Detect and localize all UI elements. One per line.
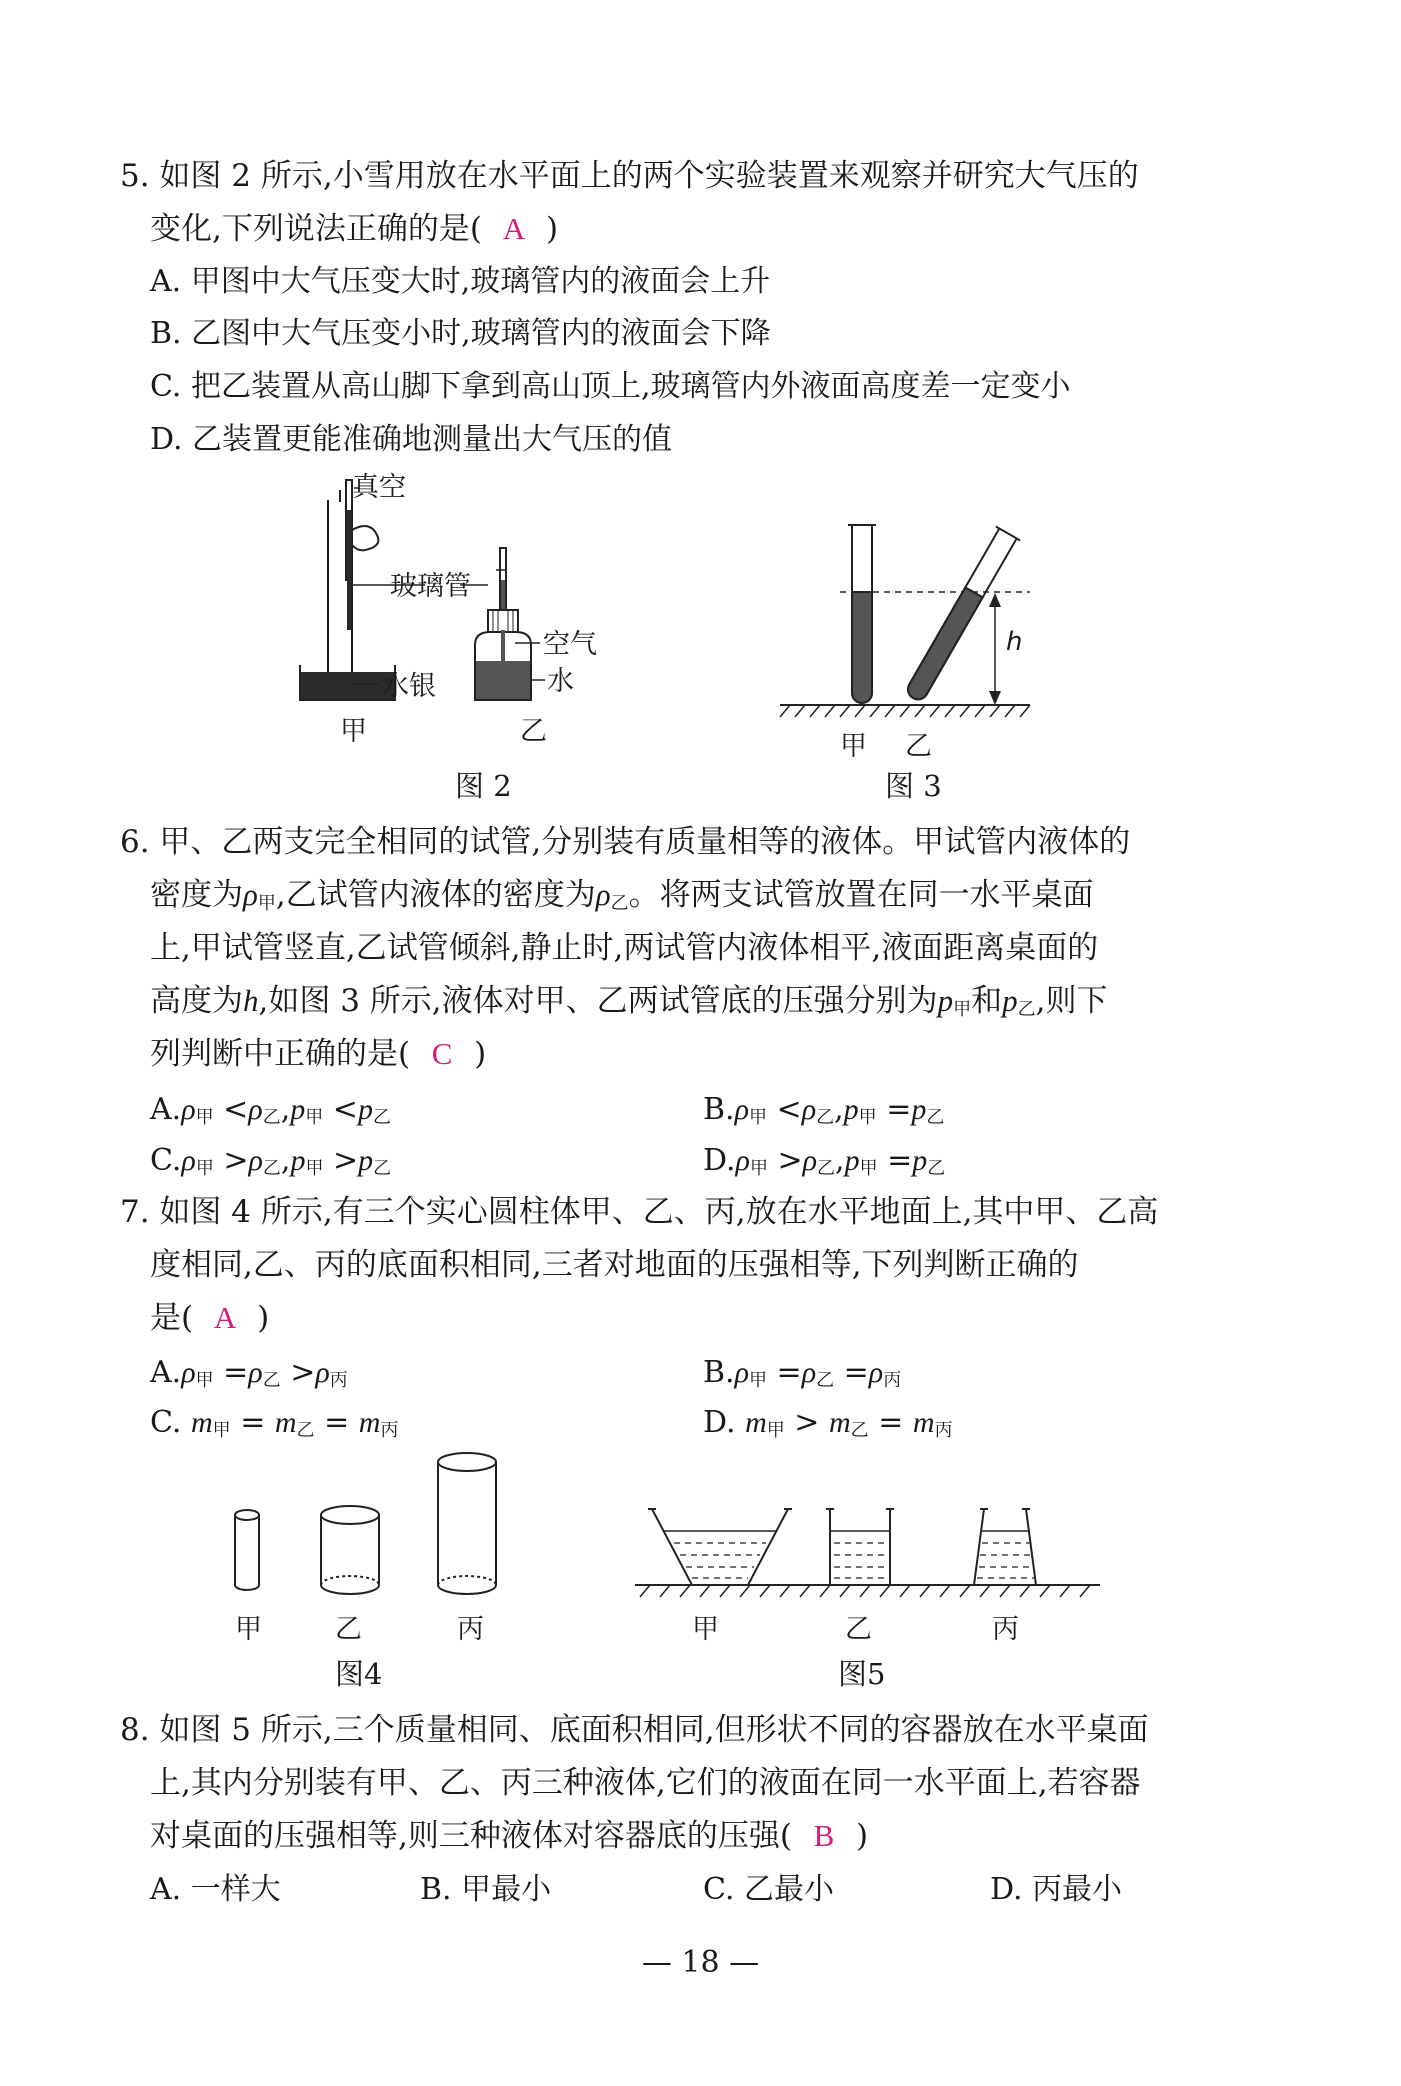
water-in-bottle <box>476 661 530 699</box>
label-bing: 丙 <box>457 1614 484 1645</box>
q6-text: ,如图 3 所示,液体对甲、乙两试管底的压强分别为 <box>258 983 938 1019</box>
test-tube-jia <box>848 525 876 703</box>
subscript: 乙 <box>610 893 629 914</box>
figure-3-caption: 图 3 <box>885 769 942 803</box>
label-vacuum: 真空 <box>352 472 406 503</box>
q5-option-a: A. 甲图中大气压变大时,玻璃管内的液面会上升 <box>150 264 771 299</box>
label-water: 水 <box>547 666 574 697</box>
label-h: h <box>1006 627 1023 657</box>
label-jia: 甲 <box>340 716 367 747</box>
label-mercury: 水银 <box>382 671 436 702</box>
figure-2-caption: 图 2 <box>455 769 512 803</box>
q6-text: 。将两支试管放置在同一水平桌面 <box>628 877 1094 913</box>
q6-option-b: $B.\rho_甲 <\rho_乙,p_甲 =p_乙$ <box>703 1092 945 1128</box>
q5-option-c: C. 把乙装置从高山脚下拿到高山顶上,玻璃管内外液面高度差一定变小 <box>150 369 1071 404</box>
container-jia <box>648 1509 792 1585</box>
q7-option-c: C. $m_甲 = m_乙 = m_丙$ <box>150 1405 399 1441</box>
q6-option-a: $A.\rho_甲 <\rho_乙,p_甲 <p_乙$ <box>150 1092 391 1128</box>
mercury-trough <box>301 672 394 699</box>
q7-option-a: $A.\rho_甲 =\rho_乙 >\rho_丙$ <box>150 1355 348 1391</box>
label-yi: 乙 <box>335 1614 362 1645</box>
figure-2 <box>290 470 650 760</box>
q7-line1: 7. 如图 4 所示,有三个实心圆柱体甲、乙、丙,放在水平地面上,其中甲、乙高 <box>120 1194 1159 1230</box>
q6-text: ,则下 <box>1035 983 1108 1019</box>
q8-line1: 8. 如图 5 所示,三个质量相同、底面积相同,但形状不同的容器放在水平桌面 <box>120 1712 1149 1748</box>
figure-3 <box>780 505 1050 775</box>
q6-text: ,乙试管内液体的密度为 <box>275 877 596 913</box>
label-air: 空气 <box>543 629 597 660</box>
rho-symbol: ρ <box>243 877 258 912</box>
q7-option-d: D. $m_甲 > m_乙 = m_丙$ <box>703 1405 953 1441</box>
h-symbol: h <box>243 983 259 1018</box>
subscript: 甲 <box>953 999 972 1020</box>
figure-5-caption: 图5 <box>838 1657 886 1691</box>
subscript: 甲 <box>257 893 276 914</box>
q5-stem-line1: 5. 如图 2 所示,小雪用放在水平面上的两个实验装置来观察并研究大气压的 <box>120 158 1139 194</box>
test-tube-yi <box>901 526 1023 705</box>
q6-line3: 上,甲试管竖直,乙试管倾斜,静止时,两试管内液体相平,液面距离桌面的 <box>150 930 1099 966</box>
q6-text: 密度为 <box>150 877 243 913</box>
figure-5 <box>630 1485 1110 1685</box>
label-jia: 甲 <box>692 1614 719 1645</box>
q6-text: 列判断中正确的是( <box>150 1036 411 1072</box>
label-yi: 乙 <box>520 716 547 747</box>
cylinder-bing <box>438 1453 496 1594</box>
figure-4-caption: 图4 <box>335 1657 383 1691</box>
q8-answer: B <box>813 1818 835 1853</box>
p-symbol: p <box>937 983 954 1018</box>
container-yi <box>826 1509 894 1585</box>
subscript: 乙 <box>1017 999 1036 1020</box>
page-number: — 18 — <box>641 1945 760 1980</box>
q6-line2 <box>150 875 1094 924</box>
figure-4 <box>225 1445 525 1645</box>
q7-line3: 是( A ) <box>150 1300 270 1336</box>
label-bing: 丙 <box>992 1614 1019 1645</box>
q6-text: 和 <box>971 983 1003 1019</box>
label-jia: 甲 <box>840 731 867 762</box>
q5-option-b: B. 乙图中大气压变小时,玻璃管内的液面会下降 <box>150 316 771 351</box>
q8-option-a: A. 一样大 <box>150 1872 281 1907</box>
q5-answer: A <box>502 211 526 246</box>
q7-line2: 度相同,乙、丙的底面积相同,三者对地面的压强相等,下列判断正确的 <box>150 1247 1079 1283</box>
q7-option-b: $B.\rho_甲 =\rho_乙 =\rho_丙$ <box>703 1355 902 1391</box>
height-arrow <box>989 593 1001 705</box>
rho-symbol: ρ <box>595 877 611 912</box>
cylinder-yi <box>321 1506 379 1594</box>
container-bing <box>974 1509 1036 1585</box>
q6-option-d: $D.\rho_甲 >\rho_乙,p_甲 =p_乙$ <box>703 1143 946 1179</box>
q5-stem-text: 变化,下列说法正确的是( <box>150 211 482 247</box>
q7-answer: A <box>213 1300 237 1335</box>
label-jia: 甲 <box>235 1614 262 1645</box>
q6-paren-close: ) <box>474 1036 487 1072</box>
label-glass-tube: 玻璃管 <box>390 571 471 602</box>
p-symbol: p <box>1002 983 1018 1018</box>
q8-line2: 上,其内分别装有甲、乙、丙三种液体,它们的液面在同一水平面上,若容器 <box>150 1765 1141 1801</box>
q5-stem-line2 <box>150 209 558 249</box>
q5-paren-close: ) <box>545 211 559 247</box>
q8-option-d: D. 丙最小 <box>990 1872 1123 1907</box>
q6-text: 高度为 <box>150 983 243 1019</box>
label-yi: 乙 <box>905 731 932 762</box>
q5-option-d: D. 乙装置更能准确地测量出大气压的值 <box>150 422 673 457</box>
q6-option-c: $C.\rho_甲 >\rho_乙,p_甲 >p_乙$ <box>150 1143 392 1179</box>
q6-line1: 6. 甲、乙两支完全相同的试管,分别装有质量相等的液体。甲试管内液体的 <box>120 824 1131 860</box>
barometer-bottle <box>460 548 545 700</box>
q8-option-b: B. 甲最小 <box>420 1872 552 1907</box>
q6-answer: C <box>431 1036 453 1071</box>
q6-line4 <box>150 981 1108 1030</box>
label-yi: 乙 <box>845 1614 872 1645</box>
q8-line3: 对桌面的压强相等,则三种液体对容器底的压强( B ) <box>150 1818 869 1854</box>
q8-option-c: C. 乙最小 <box>703 1872 834 1907</box>
q6-line5 <box>150 1034 486 1074</box>
cylinder-jia <box>235 1510 259 1590</box>
